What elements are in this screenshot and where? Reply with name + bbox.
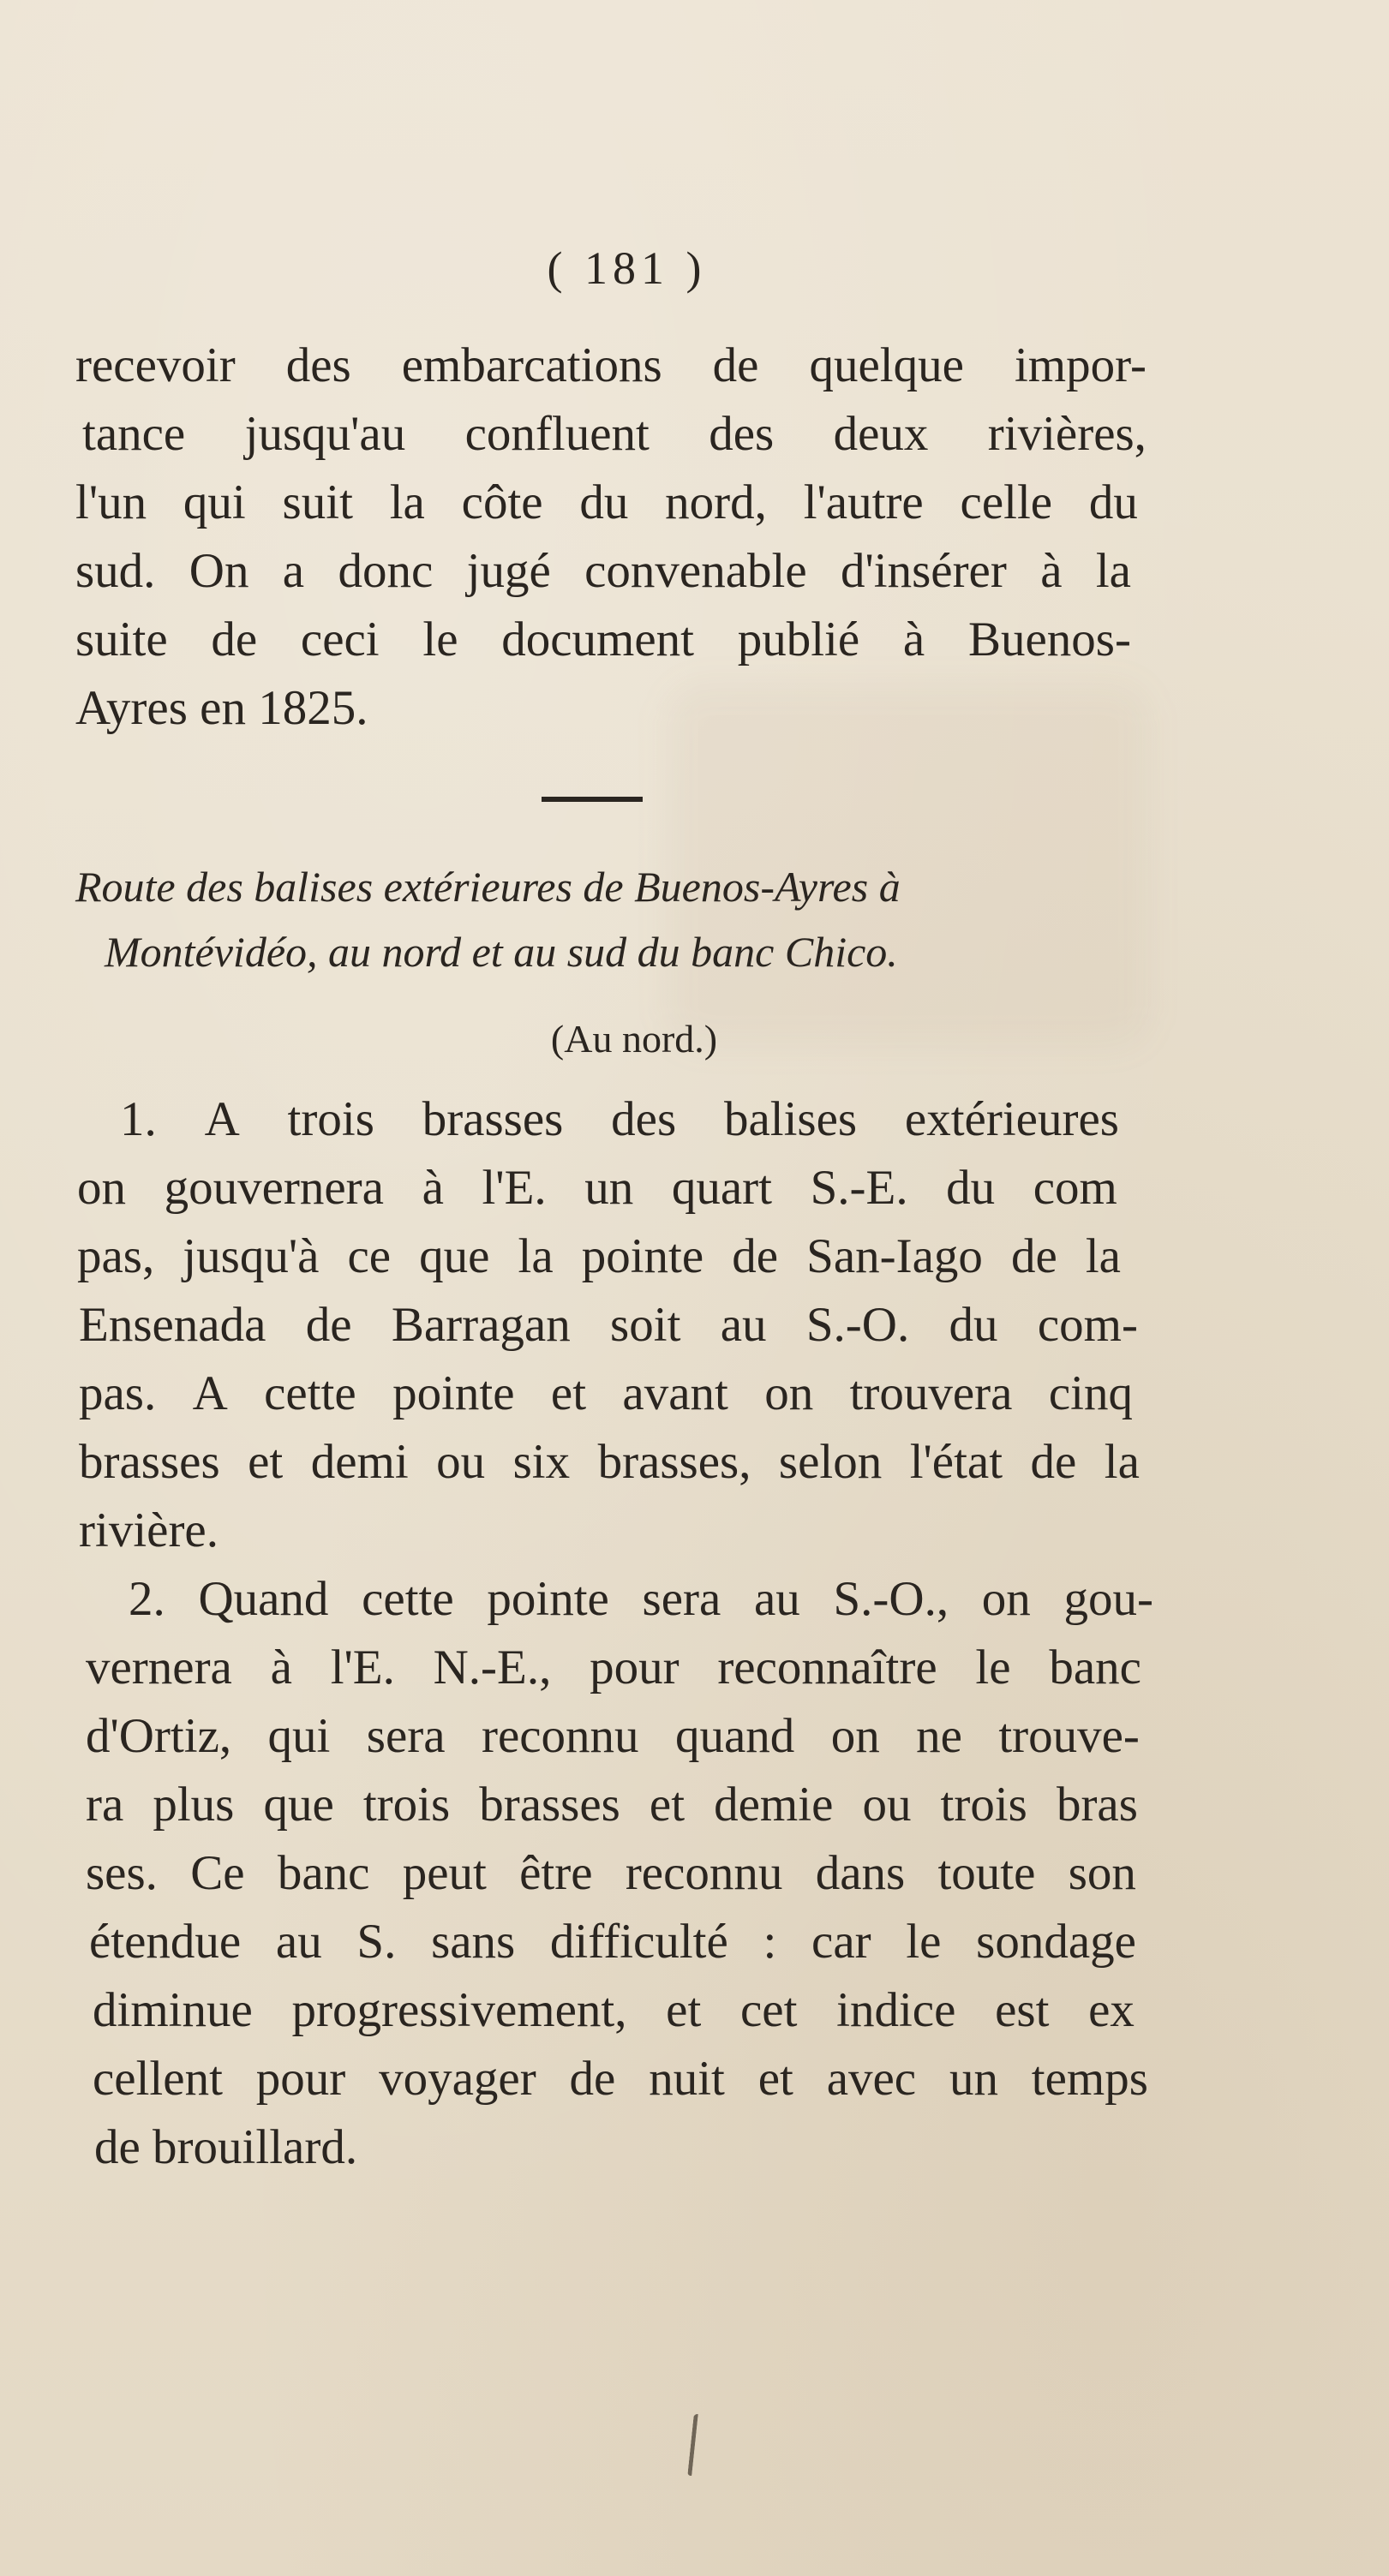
subheading-au-nord: (Au nord.): [550, 1017, 718, 1061]
page-number: ( 181 ): [547, 242, 707, 294]
section1-line: Ensenada de Barragan soit au S.-O. du com-: [79, 1298, 1138, 1352]
ink-mark: [687, 2414, 707, 2476]
intro-line: l'un qui suit la côte du nord, l'autre celle du: [75, 475, 1138, 529]
intro-line: Ayres en 1825.: [75, 681, 368, 735]
section2-line: 2. Quand cette pointe sera au S.-O., on gou-: [129, 1572, 1153, 1626]
section2-line: ra plus que trois brasses et demie ou trois bras: [86, 1778, 1138, 1832]
intro-line: suite de ceci le document publié à Buenos-: [75, 613, 1131, 666]
section1-line: rivière.: [79, 1503, 219, 1557]
section1-line: on gouvernera à l'E. un quart S.-E. du com: [77, 1161, 1117, 1215]
section2-line: vernera à l'E. N.-E., pour reconnaître le banc: [86, 1641, 1141, 1694]
section1-line: pas, jusqu'à ce que la pointe de San-Iago de la: [77, 1229, 1121, 1283]
section2-line: étendue au S. sans difficulté : car le sondage: [89, 1915, 1136, 1969]
section2-line: diminue progressivement, et cet indice est ex: [93, 1983, 1135, 2037]
section1-line: 1. A trois brasses des balises extérieures: [120, 1092, 1119, 1146]
route-heading-line: Montévidéo, au nord et au sud du banc Chico.: [105, 928, 898, 976]
section2-line: de brouillard.: [94, 2120, 358, 2174]
section1-line: brasses et demi ou six brasses, selon l'état de la: [79, 1435, 1140, 1489]
intro-line: recevoir des embarcations de quelque impor-: [75, 338, 1147, 392]
section1-line: pas. A cette pointe et avant on trouvera cinq: [79, 1366, 1133, 1420]
route-heading-line: Route des balises extérieures de Buenos-Ayres à: [75, 863, 901, 911]
intro-line: tance jusqu'au confluent des deux rivières,: [82, 407, 1147, 461]
section2-line: cellent pour voyager de nuit et avec un temps: [93, 2052, 1148, 2106]
section2-line: d'Ortiz, qui sera reconnu quand on ne trouve-: [86, 1709, 1140, 1763]
section2-line: ses. Ce banc peut être reconnu dans toute son: [86, 1846, 1136, 1900]
section-divider: [542, 797, 643, 802]
intro-line: sud. On a donc jugé convenable d'insérer à la: [75, 544, 1131, 598]
